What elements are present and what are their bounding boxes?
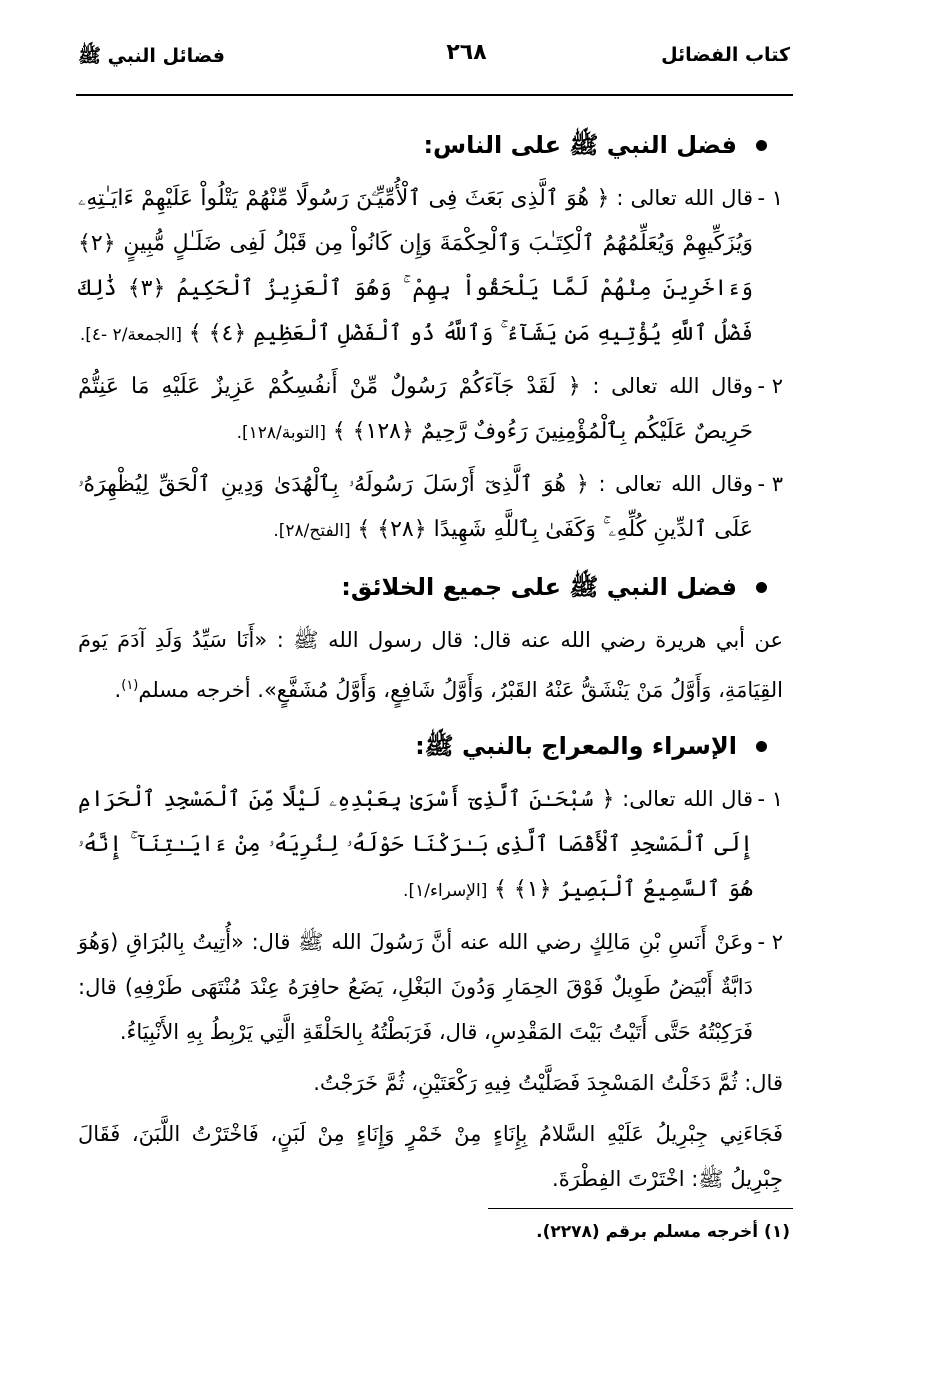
hadith-text: وعَنْ أَنَسِ بْنِ مَالِكٍ رضي الله عنه أنَّ رَسُولَ الله ﷺ قال: «أُتِيتُ بِالبُرَاقِ (وَهُوَ دَابَّةٌ أَبْيَضُ طَوِيلٌ فَوْقَ الحِمَارِ وَدُونَ البَغْلِ، يَضَعُ حافِرَهُ عِنْدَ مُنْتَهَى طَرْفِهِ) قال: فَرَكِبْتُهُ حَتَّى أَتَيْتُ بَيْتَ المَقْدِسِ، قال، فَرَبَطْتُهُ بِالحَلْقَةِ الَّتِي يَرْبِطُ بِهِ الأَنْبِيَاءُ. (78, 930, 753, 1044)
footnote-rule (488, 1208, 793, 1209)
list-item (78, 462, 783, 554)
hadith-paragraph: عن أبي هريرة رضي الله عنه قال: قال رسول الله ﷺ : «أَنَا سَيِّدُ وَلَدِ آدَمَ يَومَ القِيَامَةِ، وَأَوَّلُ مَنْ يَنْشَقُّ عَنْهُ القَبْرُ، وَأَوَّلُ شَافِعٍ، وَأَوَّلُ مُشَفَّعٍ». أخرجه مسلم$^{(١)}$. (78, 628, 783, 702)
item-intro: وقال الله تعالى : (598, 472, 753, 496)
section-heading: الإسراء والمعراج بالنبي ﷺ: (78, 721, 783, 771)
item-number: ١ - (757, 186, 783, 210)
verse-reference: [الإسراء/١]. (403, 881, 488, 901)
footnote: (١) أخرجه مسلم برقم (٢٢٧٨). (536, 1222, 790, 1242)
item-number: ٣ - (757, 472, 783, 496)
item-number: ٢ - (757, 374, 783, 398)
list-item (78, 176, 783, 358)
quran-verse: ﴿ سُبْحَـٰنَ ٱلَّذِىٓ أَسْرَىٰ بِعَبْدِهِۦ لَيْلًا مِّنَ ٱلْمَسْجِدِ ٱلْحَرَامِ إِلَى ٱلْمَسْجِدِ ٱلْأَقْصَا ٱلَّذِى بَـٰرَكْنَا حَوْلَهُۥ لِنُرِيَهُۥ مِنْ ءَايَـٰتِنَآ ۚ إِنَّهُۥ هُوَ ٱلسَّمِيعُ ٱلْبَصِيرُ ﴿١﴾ ﴾ (78, 787, 753, 902)
page-body (78, 112, 783, 1208)
bullet-icon (756, 582, 767, 593)
chapter-title: فضائل النبي ﷺ (78, 45, 225, 67)
item-number: ٢ - (757, 930, 783, 954)
quran-verse: ﴿ هُوَ ٱلَّذِى بَعَثَ فِى ٱلْأُمِّيِّـۧنَ رَسُولًا مِّنْهُمْ يَتْلُواْ عَلَيْهِمْ ءَايَـٰتِهِۦ وَيُزَكِّيهِمْ وَيُعَلِّمُهُمُ ٱلْكِتَـٰبَ وَٱلْحِكْمَةَ وَإِن كَانُواْ مِن قَبْلُ لَفِى ضَلَـٰلٍ مُّبِينٍ ﴿٢﴾ وَءَاخَرِينَ مِنْهُمْ لَمَّا يَلْحَقُواْ بِهِمْ ۚ وَهُوَ ٱلْعَزِيزُ ٱلْحَكِيمُ ﴿٣﴾ ذَٰلِكَ فَضْلُ ٱللَّهِ يُؤْتِيهِ مَن يَشَآءُ ۚ وَٱللَّهُ ذُو ٱلْفَضْلِ ٱلْعَظِيمِ ﴿٤﴾ ﴾ (78, 186, 753, 346)
bullet-icon (756, 741, 767, 752)
book-title: كتاب الفضائل (661, 44, 790, 66)
section-heading: فضل النبي ﷺ على الناس: (78, 120, 783, 170)
hadith-paragraph: قال: ثُمَّ دَخَلْتُ المَسْجِدَ فَصَلَّيْتُ فِيهِ رَكْعَتَيْنِ، ثُمَّ خَرَجْتُ. (313, 1071, 783, 1095)
page-number: ٢٦٨ (446, 40, 487, 65)
item-intro: قال الله تعالى : (616, 186, 753, 210)
quran-verse: ﴿ لَقَدْ جَآءَكُمْ رَسُولٌ مِّنْ أَنفُسِكُمْ عَزِيزٌ عَلَيْهِ مَا عَنِتُّمْ حَرِيصٌ عَلَيْكُم بِٱلْمُؤْمِنِينَ رَءُوفٌ رَّحِيمٌ ﴿١٢٨﴾ ﴾ (78, 374, 753, 444)
item-number: ١ - (757, 787, 783, 811)
item-intro: وقال الله تعالى : (592, 374, 753, 398)
hadith-paragraph: فَجَاءَنِي جِبْرِيلُ عَلَيْهِ السَّلامُ بِإِنَاءٍ مِنْ خَمْرٍ وَإِنَاءٍ مِنْ لَبَنٍ، فَاخْتَرْتُ اللَّبَنَ، فَقَالَ جِبْرِيلُ ﷺ: اخْتَرْتَ الفِطْرَةَ. (78, 1122, 783, 1191)
section-heading: فضل النبي ﷺ على جميع الخلائق: (78, 562, 783, 612)
verse-reference: [الفتح/٢٨]. (273, 521, 351, 541)
verse-reference: [الجمعة/٢ -٤]. (79, 325, 183, 345)
list-item (78, 364, 783, 456)
footnote-marker: (١) (121, 678, 139, 693)
list-item (78, 920, 783, 1055)
bullet-icon (756, 140, 767, 151)
header-rule (76, 94, 793, 96)
quran-verse: ﴿ هُوَ ٱلَّذِىٓ أَرْسَلَ رَسُولَهُۥ بِٱلْهُدَىٰ وَدِينِ ٱلْحَقِّ لِيُظْهِرَهُۥ عَلَى ٱلدِّينِ كُلِّهِۦ ۚ وَكَفَىٰ بِٱللَّهِ شَهِيدًا ﴿٢٨﴾ ﴾ (78, 472, 753, 542)
list-item (78, 777, 783, 914)
item-intro: قال الله تعالى: (622, 787, 753, 811)
verse-reference: [التوبة/١٢٨]. (236, 423, 327, 443)
